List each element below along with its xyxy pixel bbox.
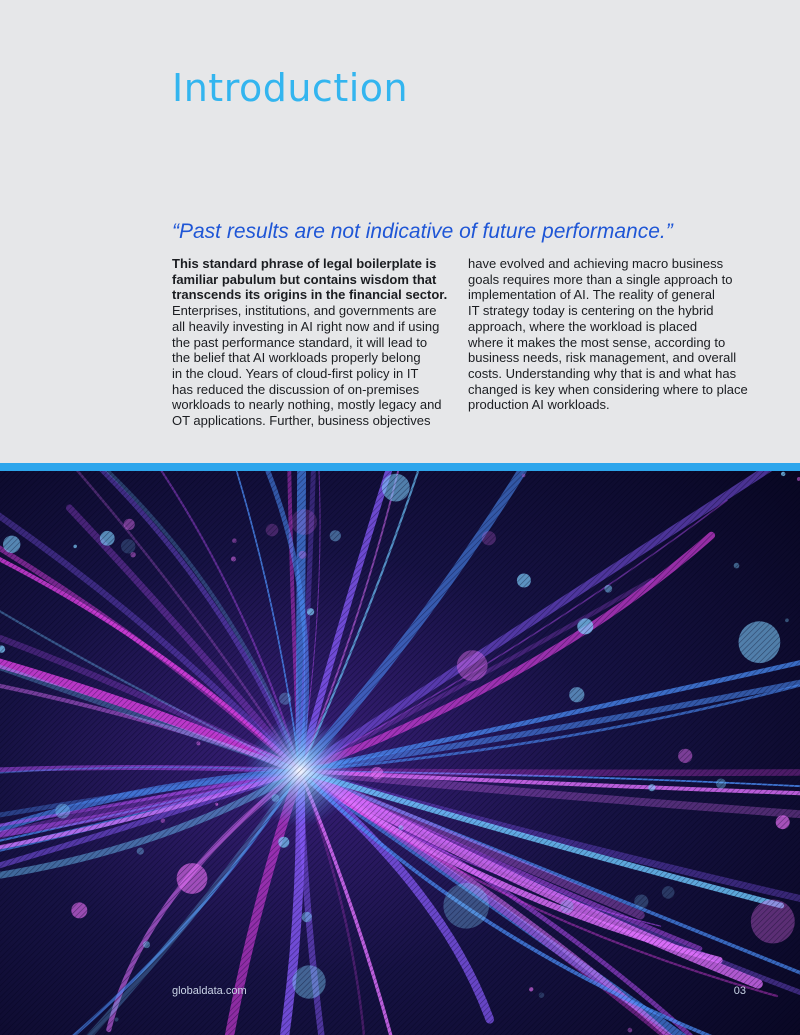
body-line: in the cloud. Years of cloud-first policy in IT [172,365,419,381]
body-line: costs. Understanding why that is and what has [468,365,737,381]
body-line: changed is key when considering where to place [468,381,748,397]
light-burst-image [0,471,800,1035]
body-column-right [468,256,753,413]
body-line: where it makes the most sense, according to [468,334,726,350]
body-line: has reduced the discussion of on-premises [172,381,420,397]
body-line: the past performance standard, it will lead to [172,334,428,350]
body-line: Enterprises, institutions, and governments are [172,303,437,319]
body-line: have evolved and achieving macro business [468,256,724,271]
light-burst-illustration [0,471,800,1035]
body-line: implementation of AI. The reality of general [468,287,715,303]
body-line: IT strategy today is centering on the hybrid [468,303,714,319]
footer-website: globaldata.com [172,985,247,997]
body-line: production AI workloads. [468,397,610,413]
body-line: OT applications. Further, business objectives [172,413,431,429]
lead-line: transcends its origins in the financial sector. [172,287,448,303]
body-line: business needs, risk management, and overall [468,350,737,366]
accent-band [0,463,800,471]
body-line: approach, where the workload is placed [468,318,698,334]
lead-line: familiar pabulum but contains wisdom that [172,271,437,287]
body-line: all heavily investing in AI right now and if using [172,318,440,334]
pull-quote: “Past results are not indicative of future performance.” [172,220,673,243]
body-line: the belief that AI workloads properly belong [172,350,421,366]
body-line: workloads to nearly nothing, mostly legacy and [172,397,442,413]
lead-line: This standard phrase of legal boilerplate is [172,256,437,271]
body-column-left [172,256,447,429]
page-number: 03 [733,985,746,997]
page-title: Introduction [172,66,409,110]
body-line: goals requires more than a single approach to [468,271,733,287]
